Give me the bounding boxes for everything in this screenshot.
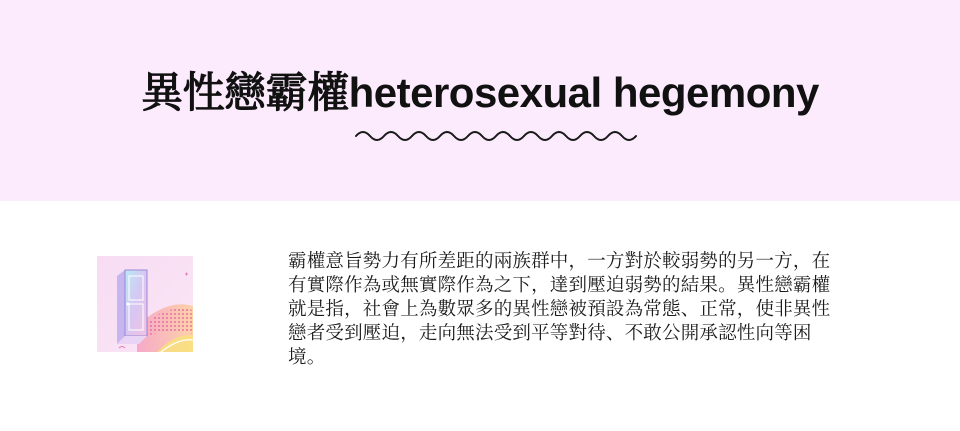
title-chinese: 異性戀霸權 (141, 68, 349, 117)
door-illustration-icon (97, 256, 193, 352)
title-english: heterosexual hegemony (348, 69, 819, 116)
header-banner (0, 0, 960, 201)
wavy-line-icon (354, 126, 638, 146)
page-title (0, 66, 960, 120)
definition-text: 霸權意旨勢力有所差距的兩族群中，一方對於較弱勢的另一方，在有實際作為或無實際作為之下，達到壓迫弱勢的結果。異性戀霸權就是指，社會上為數眾多的異性戀被預設為常態、正常，使非異性戀者受到壓迫，走向無法受到平等對待、不敢公開承認性向等困境。 (288, 251, 831, 368)
